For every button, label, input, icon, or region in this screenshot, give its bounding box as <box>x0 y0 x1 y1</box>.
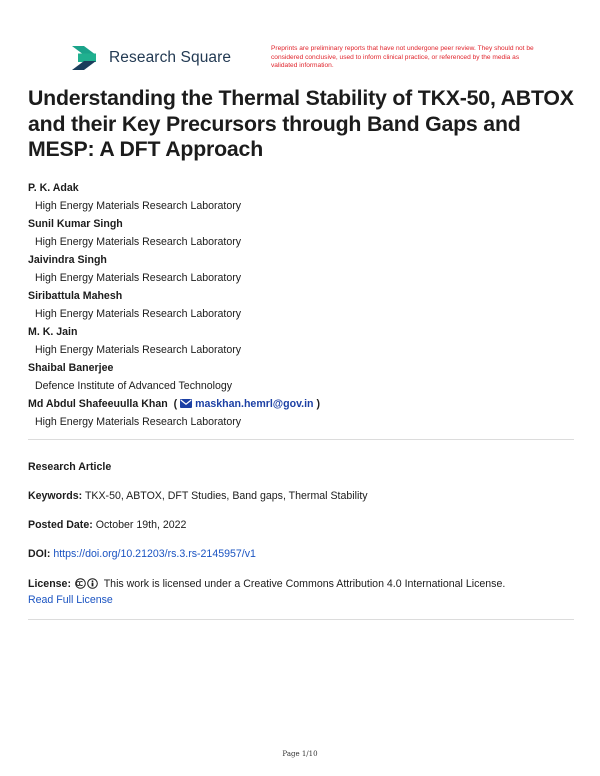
keywords-row <box>28 488 588 504</box>
author-entry <box>28 361 588 397</box>
author-name: Sunil Kumar Singh <box>28 218 123 230</box>
author-name: P. K. Adak <box>28 182 79 194</box>
author-affiliation: High Energy Materials Research Laboratory <box>35 200 242 212</box>
author-affiliation: High Energy Materials Research Laboratory <box>35 308 242 320</box>
author-affiliation: Defence Institute of Advanced Technology <box>35 380 233 392</box>
author-name: M. K. Jain <box>28 326 78 338</box>
brand-name: Research Square <box>109 49 232 66</box>
license-text: This work is licensed under a Creative Commons Attribution 4.0 International License. <box>103 578 506 590</box>
contact-close-paren: ) <box>316 398 321 410</box>
author-list <box>28 181 588 433</box>
doi-row <box>28 546 588 562</box>
author-entry <box>28 217 588 253</box>
author-entry <box>28 253 588 289</box>
envelope-icon <box>180 399 192 408</box>
author-affiliation: High Energy Materials Research Laboratory <box>35 236 242 248</box>
author-name: Siribattula Mahesh <box>28 290 123 302</box>
license-row <box>28 576 588 608</box>
article-type <box>28 459 588 475</box>
keywords-label: Keywords: <box>28 490 83 502</box>
author-affiliation: High Energy Materials Research Laboratory <box>35 344 242 356</box>
author-name: Md Abdul Shafeeuulla Khan <box>28 398 168 410</box>
posted-date-row <box>28 517 588 533</box>
author-entry <box>28 289 588 325</box>
posted-date-value: October 19th, 2022 <box>95 519 187 531</box>
divider-bottom <box>28 619 574 620</box>
page-number: Page 1/10 <box>282 750 318 758</box>
author-entry <box>28 181 588 217</box>
preprint-disclaimer: Preprints are preliminary reports that have not undergone peer review. They should not be considered conclusive, used to inform clinical practice, or referenced by the media as validated information. <box>271 45 534 70</box>
posted-date-label: Posted Date: <box>28 519 93 531</box>
paper-title: Understanding the Thermal Stability of TKX-50, ABTOX and their Key Precursors through Band Gaps and MESP: A DFT Approach <box>28 86 574 161</box>
creative-commons-icon <box>75 578 99 589</box>
research-square-logo[interactable] <box>72 46 231 70</box>
contact-open-paren: ( <box>170 398 178 410</box>
author-entry-corresponding <box>28 397 588 433</box>
author-affiliation: High Energy Materials Research Laboratory <box>35 416 242 428</box>
doi-label: DOI: <box>28 548 51 560</box>
author-name-line <box>28 397 588 411</box>
divider-top <box>28 439 574 440</box>
read-full-license-link[interactable]: Read Full License <box>28 594 113 606</box>
keywords-value: TKX-50, ABTOX, DFT Studies, Band gaps, Thermal Stability <box>84 490 368 502</box>
author-entry <box>28 325 588 361</box>
license-label: License: <box>28 578 71 590</box>
article-type-value: Research Article <box>28 461 112 473</box>
author-name: Jaivindra Singh <box>28 254 107 266</box>
author-email: maskhan.hemrl@gov.in <box>195 398 314 410</box>
research-square-logo-icon <box>72 46 102 70</box>
author-email-link[interactable] <box>180 398 316 410</box>
doi-link[interactable]: https://doi.org/10.21203/rs.3.rs-2145957/v1 <box>53 548 256 560</box>
author-affiliation: High Energy Materials Research Laboratory <box>35 272 242 284</box>
author-name: Shaibal Banerjee <box>28 362 114 374</box>
